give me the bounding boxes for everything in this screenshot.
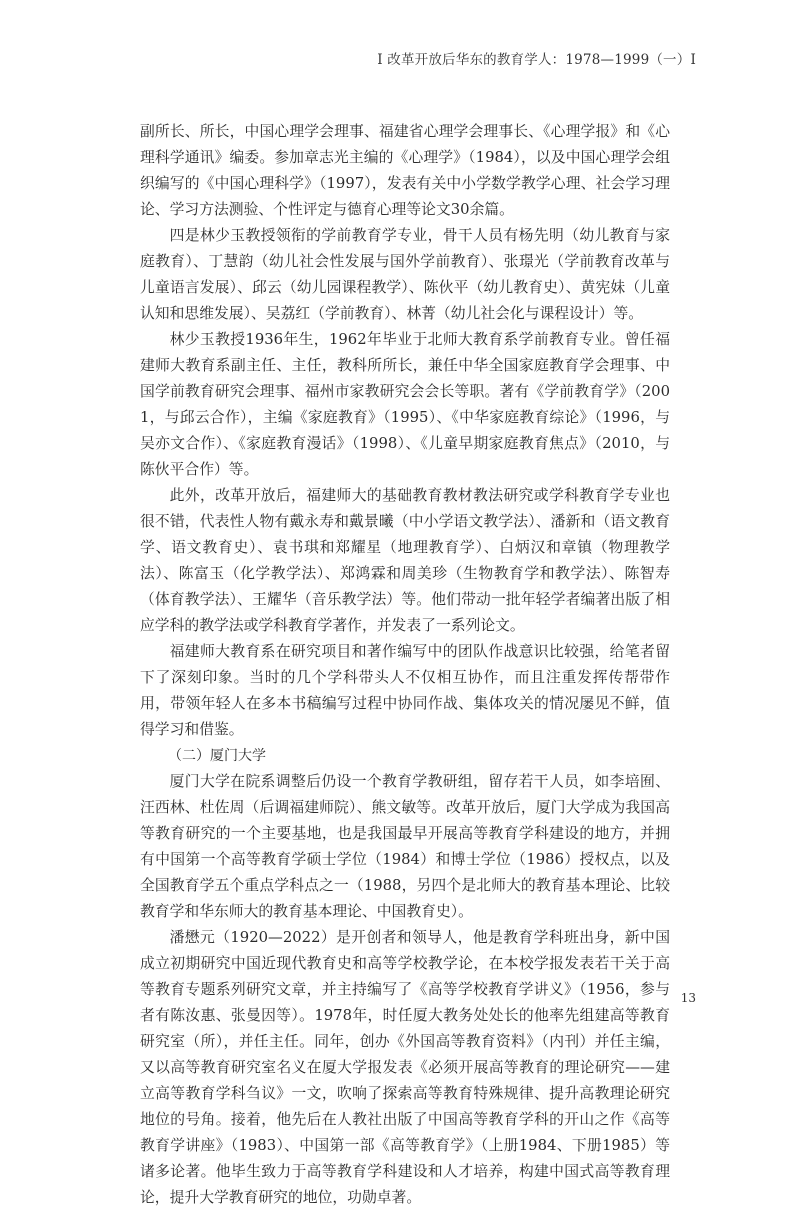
paragraph-2: 四是林少玉教授领衔的学前教育学专业，骨干人员有杨先明（幼儿教育与家庭教育）、丁慧韵（幼儿社会性发展与国外学前教育）、张璟光（学前教育改革与儿童语言发展）、邱云（幼儿园课程教学）、陈伙平（幼儿教育史）、黄宪妹（儿童认知和思维发展）、吴荔红（学前教育）、林菁（幼儿社会化与课程设计）等。 — [140, 227, 670, 322]
running-head: I 改革开放后华东的教育学人：1978—1999（一）I — [377, 52, 696, 68]
paragraph-1: 副所长、所长，中国心理学会理事、福建省心理学会理事长、《心理学报》和《心理科学通讯》编委。参加章志光主编的《心理学》（1984），以及中国心理学会组织编写的《中国心理科学》（1997），发表有关中小学数学教学心理、社会学习理论、学习方法测验、个性评定与德育心理等论文30余篇。 — [140, 123, 670, 218]
section-heading: （二）厦门大学 — [168, 748, 266, 764]
paragraph-4: 此外，改革开放后，福建师大的基础教育教材教法研究或学科教育学专业也很不错，代表性人物有戴永寿和戴景曦（中小学语文教学法）、潘新和（语文教育学、语文教育史）、袁书琪和郑耀星（地理教育学）、白炳汉和章镇（物理教学法）、陈富玉（化学教学法）、郑鸿霖和周美珍（生物教育学和教学法）、陈智寿（体育教学法）、王耀华（音乐教学法）等。他们带动一批年轻学者编著出版了相应学科的教学法或学科教育学著作，并发表了一系列论文。 — [140, 487, 670, 634]
page-number: 13 — [680, 991, 696, 1005]
paragraph-6: 厦门大学在院系调整后仍设一个教育学教研组，留存若干人员，如李培囿、汪西林、杜佐周（后调福建师院）、熊文敏等。改革开放后，厦门大学成为我国高等教育研究的一个主要基地，也是我国最早开展高等教育学科建设的地方，并拥有中国第一个高等教育学硕士学位（1984）和博士学位（1986）授权点，以及全国教育学五个重点学科点之一（1988，另四个是北师大的教育基本理论、比较教育学和华东师大的教育基本理论、中国教育史）。 — [140, 773, 670, 920]
paragraph-5: 福建师大教育系在研究项目和著作编写中的团队作战意识比较强，给笔者留下了深刻印象。当时的几个学科带头人不仅相互协作，而且注重发挥传帮带作用，带领年轻人在多本书稿编写过程中协同作战、集体攻关的情况屡见不鲜，值得学习和借鉴。 — [140, 643, 670, 738]
paragraph-3: 林少玉教授1936年生，1962年毕业于北师大教育系学前教育专业。曾任福建师大教育系副主任、主任，教科所所长，兼任中华全国家庭教育学会理事、中国学前教育研究会理事、福州市家教研究会会长等职。著有《学前教育学》（2001，与邱云合作），主编《家庭教育》（1995）、《中华家庭教育综论》（1996，与吴亦文合作）、《家庭教育漫话》（1998）、《儿童早期家庭教育焦点》（2010，与陈伙平合作）等。 — [140, 331, 670, 478]
article-body — [140, 119, 670, 1211]
paragraph-7: 潘懋元（1920—2022）是开创者和领导人，他是教育学科班出身，新中国成立初期研究中国近现代教育史和高等学校教学论，在本校学报发表若干关于高等教育专题系列研究文章，并主持编写了《高等学校教育学讲义》（1956，参与者有陈汝惠、张曼因等）。1978年，时任厦大教务处处长的他率先组建高等教育研究室（所），并任主任。同年，创办《外国高等教育资料》（内刊）并任主编，又以高等教育研究室名义在厦大学报发表《必须开展高等教育的理论研究——建立高等教育学科刍议》一文，吹响了探索高等教育特殊规律、提升高教理论研究地位的号角。接着，他先后在人教社出版了中国高等教育学科的开山之作《高等教育学讲座》（1983）、中国第一部《高等教育学》（上册1984、下册1985）等诸多论著。他毕生致力于高等教育学科建设和人才培养，构建中国式高等教育理论，提升大学教育研究的地位，功勋卓著。 — [140, 929, 670, 1206]
